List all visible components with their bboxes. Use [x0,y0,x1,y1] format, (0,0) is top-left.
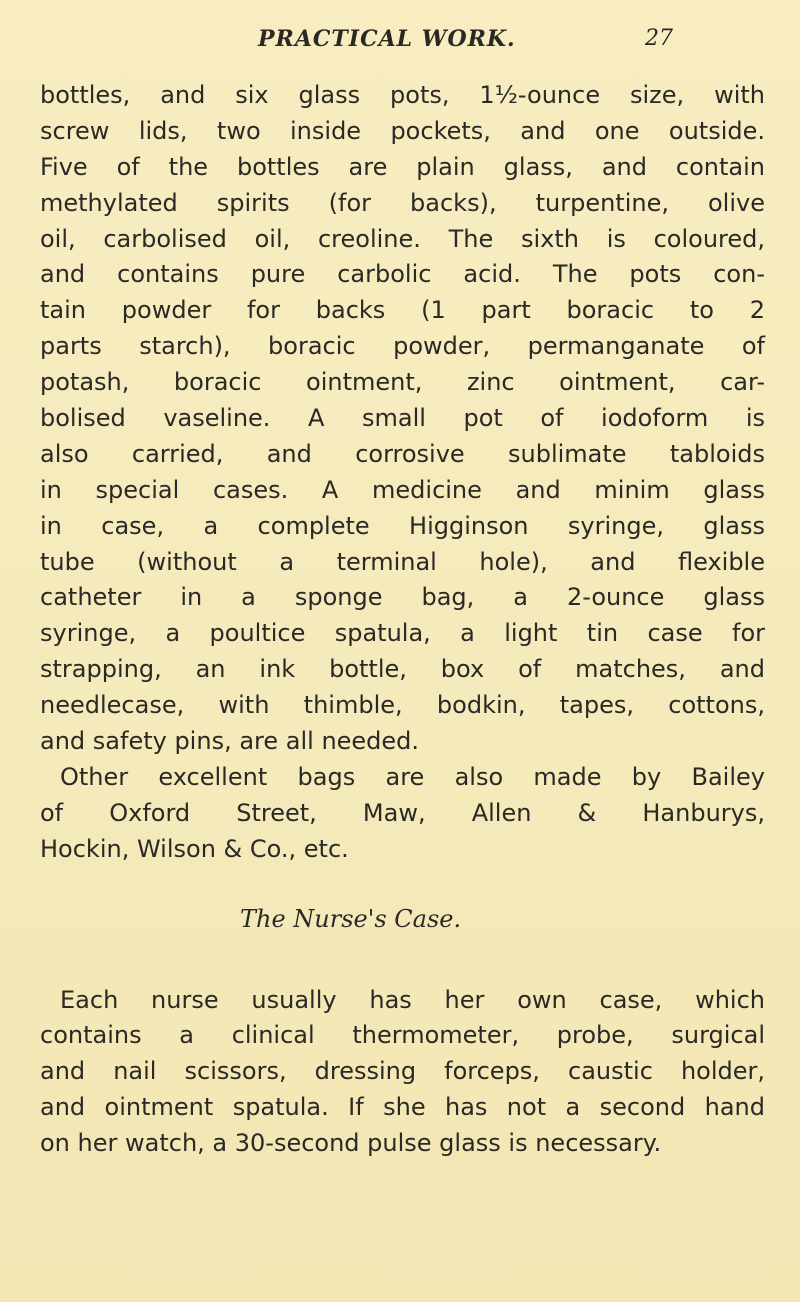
running-head [0,26,800,56]
text-line: strapping, an ink bottle, box of matches, and [40,655,765,684]
text-line: in case, a complete Higginson syringe, glass [40,511,765,540]
text-line: screw lids, two inside pockets, and one outside. [40,116,765,145]
text-line: Five of the bottles are plain glass, and contain [40,152,765,181]
body-text [40,78,765,1162]
text-line: bolised vaseline. A small pot of iodoform is [40,404,765,433]
text-line: tube (without a terminal hole), and flexible [40,547,765,576]
text-line: needlecase, with thimble, bodkin, tapes, cottons, [40,691,765,720]
text-line: tain powder for backs (1 part boracic to 2 [40,296,765,325]
text-line: syringe, a poultice spatula, a light tin case for [40,619,765,648]
paragraph-3 [40,983,765,1162]
text-line: Hockin, Wilson & Co., etc. [40,834,349,863]
text-line: and contains pure carbolic acid. The pots con- [40,260,765,289]
text-line: contains a clinical thermometer, probe, surgical [40,1021,765,1050]
section-heading: The Nurse's Case. [240,904,462,933]
page-number: 27 [645,26,673,51]
text-line: also carried, and corrosive sublimate tabloids [40,439,765,468]
text-line: catheter in a sponge bag, a 2-ounce glass [40,583,765,612]
text-line: Other excellent bags are also made by Bailey [60,762,765,791]
text-line: methylated spirits (for backs), turpentine, olive [40,188,765,217]
text-line: potash, boracic ointment, zinc ointment, car- [40,368,765,397]
text-line: Each nurse usually has her own case, which [60,985,765,1014]
section-heading-block [40,868,765,983]
paragraph-2 [40,760,765,868]
text-line: of Oxford Street, Maw, Allen & Hanburys, [40,798,765,827]
text-line: and safety pins, are all needed. [40,727,420,756]
text-line: and nail scissors, dressing forceps, caustic holder, [40,1057,765,1086]
text-line: on her watch, a 30-second pulse glass is necessary. [40,1129,662,1158]
paragraph-1 [40,78,765,760]
text-line: parts starch), boracic powder, permanganate of [40,332,765,361]
text-line: oil, carbolised oil, creoline. The sixth is coloured, [40,224,765,253]
running-title: PRACTICAL WORK. [258,26,516,52]
text-line: bottles, and six glass pots, 1½-ounce size, with [40,81,765,109]
text-line: in special cases. A medicine and minim glass [40,475,765,504]
text-line: and ointment spatula. If she has not a second hand [40,1093,765,1122]
